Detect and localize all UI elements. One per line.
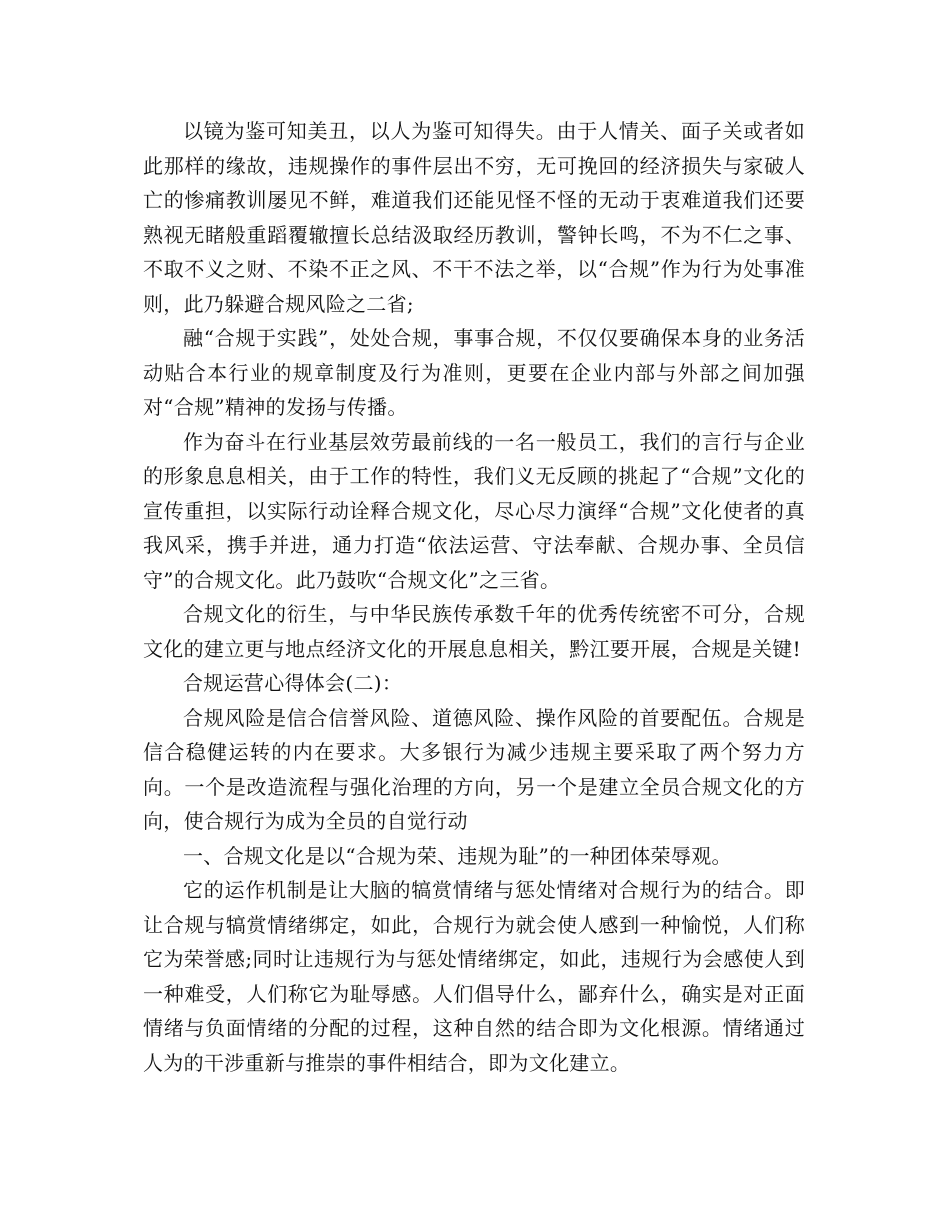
section-heading: 合规运营心得体会(二)： [183, 671, 403, 695]
document-body [143, 114, 805, 1080]
subsection-heading: 一、合规文化是以“合规为荣、违规为耻”的一种团体荣辱观。 [183, 843, 732, 868]
paragraph: 以镜为鉴可知美丑，以人为鉴可知得失。由于人情关、面子关或者如此那样的缘故，违规操作的事件层出不穷，无可挽回的经济损失与家破人亡的惨痛教训屡见不鲜，难道我们还能见怪不怪的无动于衷难道我们还要熟视无睹般重蹈覆辙擅长总结汲取经历教训，警钟长鸣，不为不仁之事、不取不义之财、不染不正之风、不干不法之举，以“合规”作为行为处事准则，此乃躲避合规风险之二省; [143, 119, 805, 316]
paragraph: 合规文化的衍生，与中华民族传承数千年的优秀传统密不可分，合规文化的建立更与地点经济文化的开展息息相关，黔江要开展，合规是关键! [143, 602, 805, 661]
paragraph: 融“合规于实践”，处处合规，事事合规，不仅仅要确保本身的业务活动贴合本行业的规章制度及行为准则，更要在企业内部与外部之间加强对“合规”精神的发扬与传播。 [143, 326, 805, 419]
paragraph: 作为奋斗在行业基层效劳最前线的一名一般员工，我们的言行与企业的形象息息相关，由于工作的特性，我们义无反顾的挑起了“合规”文化的宣传重担，以实际行动诠释合规文化，尽心尽力演绎“合规”文化使者的真我风采，携手并进，通力打造“依法运营、守法奉献、合规办事、全员信守”的合规文化。此乃鼓吹“合规文化”之三省。 [143, 429, 805, 592]
paragraph: 它的运作机制是让大脑的犒赏情绪与惩处情绪对合规行为的结合。即让合规与犒赏情绪绑定，如此，合规行为就会使人感到一种愉悦，人们称它为荣誉感;同时让违规行为与惩处情绪绑定，如此，违规行为会感使人到一种难受，人们称它为耻辱感。人们倡导什么，鄙弃什么，确实是对正面情绪与负面情绪的分配的过程，这种自然的结合即为文化根源。情绪通过人为的干涉重新与推崇的事件相结合，即为文化建立。 [143, 878, 805, 1075]
paragraph: 合规风险是信合信誉风险、道德风险、操作风险的首要配伍。合规是信合稳健运转的内在要求。大多银行为减少违规主要采取了两个努力方向。一个是改造流程与强化治理的方向，另一个是建立全员合规文化的方向，使合规行为成为全员的自觉行动 [143, 705, 805, 833]
